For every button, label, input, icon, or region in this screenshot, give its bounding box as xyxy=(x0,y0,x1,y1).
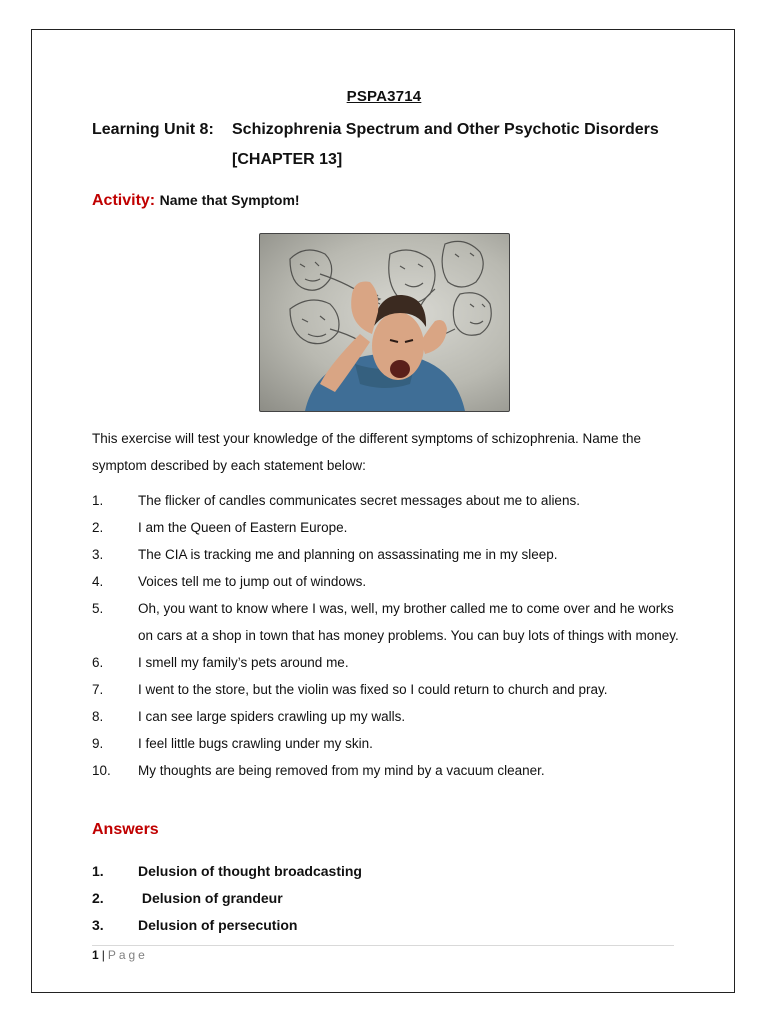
chapter-reference: [CHAPTER 13] xyxy=(232,151,343,168)
item-number: 6. xyxy=(92,655,104,670)
answer-number: 3. xyxy=(92,917,104,933)
answer-item xyxy=(92,912,362,939)
symptom-statements xyxy=(92,487,682,784)
item-number: 9. xyxy=(92,736,104,751)
item-number: 3. xyxy=(92,547,104,562)
course-code: PSPA3714 xyxy=(346,88,422,105)
item-number: 7. xyxy=(92,682,104,697)
list-item xyxy=(92,703,682,730)
list-item xyxy=(92,676,682,703)
activity-heading xyxy=(92,192,300,210)
item-number: 10. xyxy=(92,763,111,778)
activity-name: Name that Symptom! xyxy=(159,192,300,208)
person-figure xyxy=(305,282,465,412)
item-number: 8. xyxy=(92,709,104,724)
list-item xyxy=(92,757,682,784)
item-number: 4. xyxy=(92,574,104,589)
list-item xyxy=(92,595,682,649)
footer-separator: | xyxy=(101,948,105,962)
exercise-instructions: This exercise will test your knowledge of the different symptoms of schizophrenia. Name the symptom described by each statement below: xyxy=(92,431,642,473)
item-text: Oh, you want to know where I was, well, my brother called me to come over and he works on cars at a shop in town that has money problems. You can buy lots of things with money. xyxy=(138,601,679,643)
item-text: I feel little bugs crawling under my skin. xyxy=(138,736,373,751)
answer-text: Delusion of thought broadcasting xyxy=(138,863,362,879)
answer-text: Delusion of grandeur xyxy=(138,890,283,906)
item-text: The CIA is tracking me and planning on assassinating me in my sleep. xyxy=(138,547,558,562)
item-text: I smell my family’s pets around me. xyxy=(138,655,349,670)
list-item xyxy=(92,541,682,568)
item-text: I can see large spiders crawling up my walls. xyxy=(138,709,406,724)
list-item xyxy=(92,730,682,757)
answer-item xyxy=(92,885,362,912)
page-label: Page xyxy=(107,948,148,962)
answer-number: 1. xyxy=(92,863,104,879)
distressed-man-illustration xyxy=(259,233,510,412)
activity-label: Activity: xyxy=(92,192,156,209)
unit-heading xyxy=(92,120,659,140)
item-number: 1. xyxy=(92,493,104,508)
list-item xyxy=(92,514,682,541)
item-number: 5. xyxy=(92,601,104,616)
answer-text: Delusion of persecution xyxy=(138,917,298,933)
item-text: I went to the store, but the violin was fixed so I could return to church and pray. xyxy=(138,682,608,697)
list-item xyxy=(92,568,682,595)
answers-list xyxy=(92,858,362,939)
unit-label: Learning Unit 8: xyxy=(92,121,214,138)
item-text: Voices tell me to jump out of windows. xyxy=(138,574,367,589)
answer-number: 2. xyxy=(92,890,104,906)
footer-divider xyxy=(92,945,674,946)
item-text: I am the Queen of Eastern Europe. xyxy=(138,520,348,535)
list-item xyxy=(92,487,682,514)
item-text: My thoughts are being removed from my mind by a vacuum cleaner. xyxy=(138,763,545,778)
answers-heading: Answers xyxy=(92,821,159,838)
unit-title: Schizophrenia Spectrum and Other Psychotic Disorders xyxy=(232,121,659,138)
item-text: The flicker of candles communicates secret messages about me to aliens. xyxy=(138,493,580,508)
answer-item xyxy=(92,858,362,885)
page-footer xyxy=(92,948,148,962)
illustration-drawing xyxy=(260,234,509,411)
page-number: 1 xyxy=(92,948,99,962)
list-item xyxy=(92,649,682,676)
item-number: 2. xyxy=(92,520,104,535)
